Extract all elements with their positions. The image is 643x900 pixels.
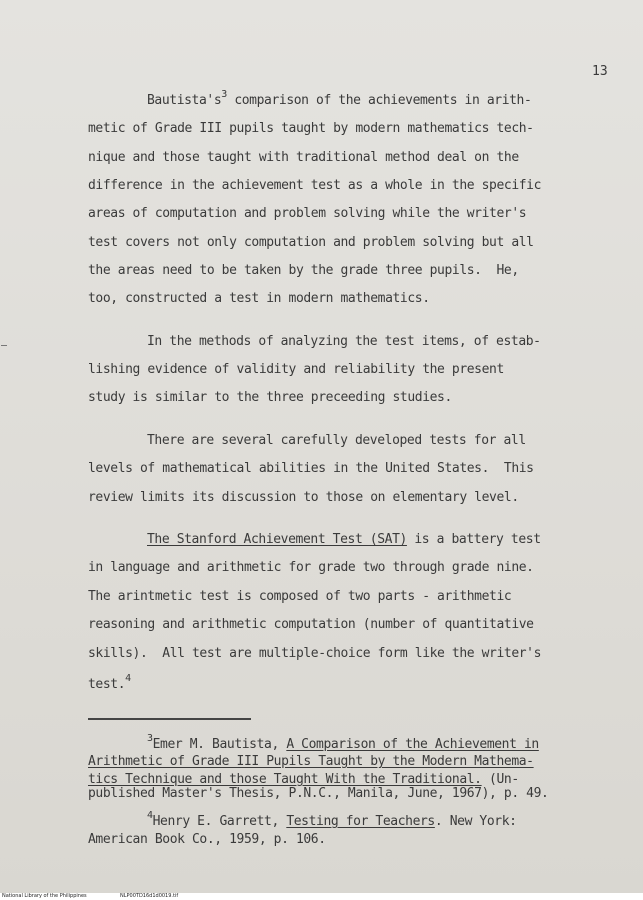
text-line: $Bautista's^3$ comparison of the achievements in arith- — [147, 88, 532, 108]
text-line: study is similar to the three preceeding studies. — [88, 390, 452, 405]
footer-library: National Library of the Philippines — [2, 893, 87, 899]
text-line: metic of Grade III pupils taught by modern mathematics tech- — [88, 121, 534, 136]
text-line: skills). All test are multiple-choice form like the writer's — [88, 646, 542, 661]
footnote-divider — [88, 718, 251, 720]
footer-filename: NLP00TD16d1d0019.tif — [120, 893, 179, 899]
text-line: $^3$Emer M. Bautista, A Comparison of the Achievement in — [147, 732, 539, 752]
text-line: levels of mathematical abilities in the United States. This — [88, 461, 534, 476]
text-line: review limits its discussion to those on elementary level. — [88, 490, 519, 505]
footnote-ref[interactable]: 4 — [125, 672, 131, 684]
text-line: Arithmetic of Grade III Pupils Taught by the Modern Mathema- — [88, 754, 534, 769]
text-line: There are several carefully developed tests for all — [147, 433, 526, 448]
text-line: the areas need to be taken by the grade three pupils. He, — [88, 263, 519, 278]
text-line: test.$^4$ — [88, 672, 131, 692]
text-line: The arintmetic test is composed of two parts - arithmetic — [88, 589, 512, 604]
text-line: too, constructed a test in modern mathematics. — [88, 291, 430, 306]
text-line: published Master's Thesis, P.N.C., Manila, June, 1967), p. 49. — [88, 786, 549, 801]
scan-footer — [0, 893, 643, 900]
margin-mark — [1, 345, 7, 346]
text-line: $^4$Henry E. Garrett, Testing for Teachers. New York: — [147, 809, 517, 829]
text-line: nique and those taught with traditional method deal on the — [88, 150, 519, 165]
footnote-ref[interactable]: 3 — [221, 88, 227, 100]
page-number: 13 — [592, 64, 608, 79]
text-line: lishing evidence of validity and reliability the present — [88, 362, 504, 377]
text-line: In the methods of analyzing the test items, of estab- — [147, 334, 541, 349]
text-line: American Book Co., 1959, p. 106. — [88, 832, 326, 847]
text-line: in language and arithmetic for grade two through grade nine. — [88, 560, 534, 575]
test-title: The Stanford Achievement Test (SAT) — [147, 532, 407, 547]
text-line: tics Technique and those Taught With the Traditional. (Un- — [88, 772, 519, 787]
text-line: The Stanford Achievement Test (SAT) is a battery test — [147, 532, 541, 547]
text-line: reasoning and arithmetic computation (number of quantitative — [88, 617, 534, 632]
text-line: areas of computation and problem solving while the writer's — [88, 206, 527, 221]
text-line: test covers not only computation and problem solving but all — [88, 235, 534, 250]
text-line: difference in the achievement test as a whole in the specific — [88, 178, 542, 193]
